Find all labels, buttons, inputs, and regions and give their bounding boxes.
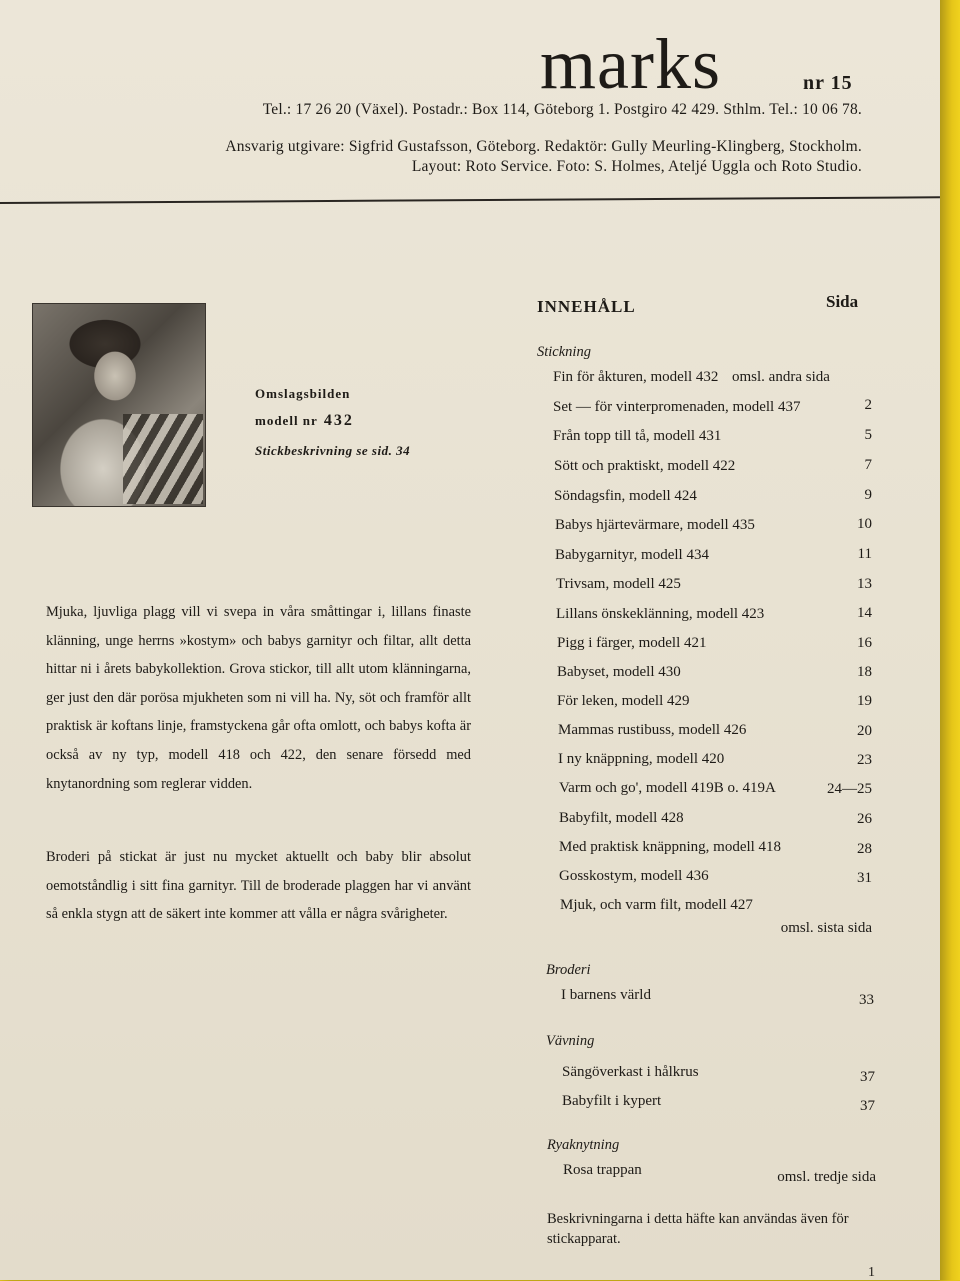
toc-entry-page: 2 [864, 397, 872, 413]
toc-entry-page: 37 [860, 1069, 875, 1085]
intro-paragraph-2: Broderi på stickat är just nu mycket aktuellt och baby blir absolut oemotståndlig i sitt fina garnityr. Till de broderade plaggen har vi använt så enkla stygn att de säkert inte kommer att vålla er några svårigheter. [46, 849, 471, 923]
toc-entry: Varm och go', modell 419B o. 419A [559, 780, 776, 796]
toc-entry-page: 19 [857, 693, 872, 709]
toc-entry: Set — för vinterpromenaden, modell 437 [553, 399, 801, 415]
toc-entry-page: 7 [864, 457, 872, 473]
toc-entry-page: 33 [859, 992, 874, 1008]
toc-entry-page: 20 [857, 723, 872, 739]
toc-entry: Med praktisk knäppning, modell 418 [559, 839, 782, 855]
toc-entry: Fin för åkturen, modell 432 [553, 369, 719, 385]
toc-entry-page: 24—25 [827, 781, 872, 797]
toc-entry: Sängöverkast i hålkrus [562, 1064, 699, 1080]
cover-caption-model [255, 412, 354, 430]
cover-caption-note: Stickbeskrivning se sid. 34 [255, 443, 411, 458]
toc-entry-page: 13 [857, 576, 872, 592]
toc-entry: Söndagsfin, modell 424 [554, 488, 697, 504]
cover-caption-model-number: 432 [323, 412, 354, 429]
toc-entry: Pigg i färger, modell 421 [557, 635, 707, 651]
section-stickning: Stickning [537, 344, 591, 360]
masthead-divider [0, 196, 940, 204]
publisher-line: Ansvarig utgivare: Sigfrid Gustafsson, Göteborg. Redaktör: Gully Meurling-Klingberg, Stockholm. [225, 138, 862, 155]
toc-entry: Rosa trappan [563, 1162, 642, 1178]
toc-entry: Babyset, modell 430 [557, 664, 681, 680]
issue-number: nr 15 [803, 72, 853, 94]
toc-entry-page: omsl. tredje sida [777, 1169, 876, 1185]
yellow-cover-edge [940, 0, 960, 1280]
toc-entry-page: 5 [864, 427, 872, 443]
credits-line: Layout: Roto Service. Foto: S. Holmes, Ateljé Uggla och Roto Studio. [411, 158, 862, 175]
toc-entry: Trivsam, modell 425 [556, 576, 681, 592]
footnote: Beskrivningarna i detta häfte kan användas även för stickapparat. [547, 1211, 849, 1247]
section-broderi: Broderi [546, 962, 591, 978]
toc-entry: I barnens värld [561, 987, 651, 1003]
toc-entry: Babygarnityr, modell 434 [555, 547, 709, 563]
toc-page-heading: Sida [826, 292, 859, 311]
toc-entry: Mammas rustibuss, modell 426 [558, 722, 747, 738]
toc-entry-page: 16 [857, 635, 872, 651]
toc-entry: Sött och praktiskt, modell 422 [554, 458, 736, 474]
magazine-title: marks [540, 24, 721, 104]
toc-heading: INNEHÅLL [537, 297, 636, 316]
intro-paragraph-1: Mjuka, ljuvliga plagg vill vi svepa in våra småttingar i, lillans finaste klänning, unge herrns »kostym» och babys garnityr och filtar, allt detta hittar ni i årets babykollektion. Grova stickor, till allt utom klänningarna, ger just den där porösa mjukheten som ni vill ha. Ny, söt och framför allt praktisk är koftans linje, framstyckena går ofta omlott, och babys kofta är också av ny typ, modell 418 och 422, den senare försedd med knytanordning som reglerar vidden. [46, 604, 471, 792]
toc-entry: Babys hjärtevärmare, modell 435 [555, 517, 755, 533]
toc-entry: I ny knäppning, modell 420 [558, 751, 725, 767]
toc-entry-page: 14 [857, 605, 872, 621]
toc-entry-page: omsl. andra sida [732, 369, 830, 385]
toc-entry-page: 9 [864, 487, 872, 503]
toc-entry-page: 37 [860, 1098, 875, 1114]
striped-blanket [123, 414, 203, 504]
toc-entry: Från topp till tå, modell 431 [553, 428, 722, 444]
toc-entry-page: 18 [857, 664, 872, 680]
page-number: 1 [868, 1265, 875, 1280]
toc-entry: Mjuk, och varm filt, modell 427 [560, 897, 753, 913]
section-vavning: Vävning [546, 1033, 595, 1049]
toc-entry-page: 31 [857, 870, 872, 886]
toc-entry-page: omsl. sista sida [780, 920, 872, 936]
toc-entry: Gosskostym, modell 436 [559, 868, 709, 884]
cover-caption-title: Omslagsbilden [255, 386, 351, 401]
cover-photo [32, 303, 206, 507]
toc-entry-page: 28 [857, 841, 872, 857]
toc-entry: Babyfilt i kypert [562, 1093, 662, 1109]
toc-entry: För leken, modell 429 [557, 693, 690, 709]
section-ryaknytning: Ryaknytning [547, 1137, 620, 1153]
toc-entry-page: 23 [857, 752, 872, 768]
cover-caption-model-prefix: modell nr [255, 413, 318, 428]
toc-entry-page: 10 [857, 516, 872, 532]
toc-entry-page: 11 [857, 546, 872, 562]
toc-entry: Lillans önskeklänning, modell 423 [556, 606, 765, 622]
toc-entry: Babyfilt, modell 428 [559, 810, 684, 826]
toc-entry-page: 26 [857, 811, 872, 827]
contact-line: Tel.: 17 26 20 (Växel). Postadr.: Box 114, Göteborg 1. Postgiro 42 429. Sthlm. Tel.: 10 06 78. [262, 101, 862, 118]
